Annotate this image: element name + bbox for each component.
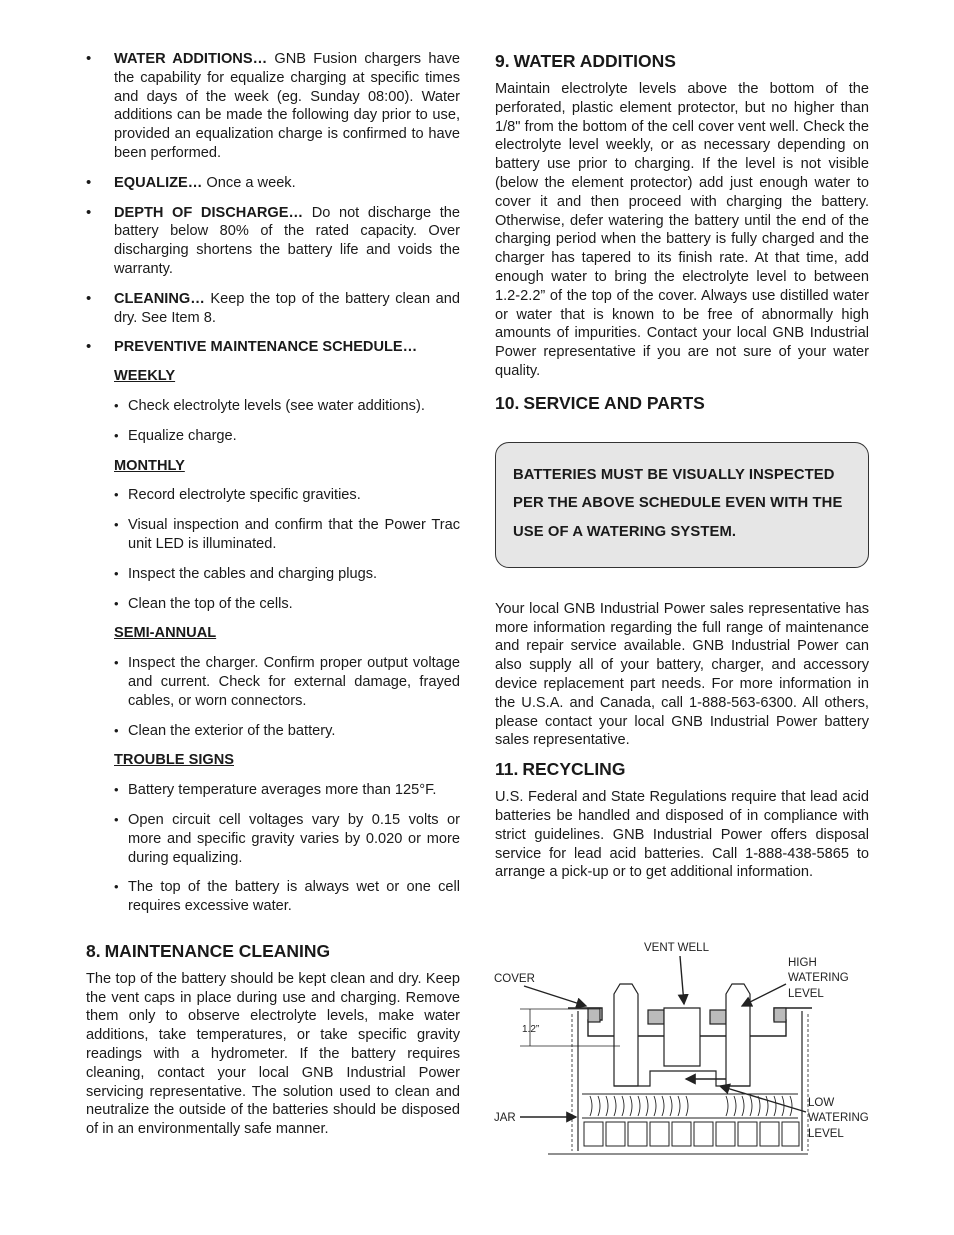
section-9-body: Maintain electrolyte levels above the bottom of the perforated, plastic element protector, but no higher than 1/8" from the bottom of the cell cover vent well. Check the electrolyte level weekly, or as necessary depending on battery use prior to charging. If the level is not visible (below the element protector) add just enough water to cover it and then proceed with charging the battery. Otherwise, defer watering the battery until the end of the charging period when the battery is fully charged and the charger has tapered to its finish rate. At that time, add enough water to bring the electrolyte level to between 1.2-2.2” of the top of the cover. Always use distilled water or water that is known to be free of abnormally high amounts of impurities. Contact your local GNB Industrial Power representative if you are not sure of your water quality. (495, 81, 869, 379)
list-item: • The top of the battery is always wet or one cell requires excessive water. (114, 878, 460, 916)
left-column (86, 50, 460, 1139)
list-item: • Inspect the cables and charging plugs. (114, 565, 460, 584)
list-item: • Clean the top of the cells. (114, 595, 460, 614)
list-item: • Check electrolyte levels (see water additions). (114, 397, 460, 416)
section-8-body: The top of the battery should be kept clean and dry. Keep the vent caps in place during use and charging. Remove them only to observe electrolyte levels, make water additions, take temperatures, or take specific gravity readings with a hydrometer. If the battery requires cleaning, contact your local GNB Industrial Power servicing representative. The solution used to clean and neutralize the outside of the batteries should be disposed of in an environmentally safe manner. (86, 970, 460, 1138)
section-8-heading: 8. MAINTENANCE CLEANING (86, 940, 331, 961)
battery-cell-diagram (490, 936, 890, 1161)
section-10-heading: 10. SERVICE AND PARTS (495, 392, 705, 413)
bullet-equalize: • EQUALIZE… Once a week. (86, 174, 460, 193)
list-item: • Inspect the charger. Confirm proper output voltage and current. Check for external damage, frayed cables, or worn connectors. (114, 654, 460, 710)
maintenance-bullets (86, 50, 460, 357)
label-low-1: LOW (808, 1097, 835, 1109)
label-high-3: LEVEL (788, 988, 824, 1000)
section-11-heading: 11. RECYCLING (495, 759, 626, 780)
section-9-heading: 9. WATER ADDITIONS (495, 51, 676, 71)
cell-drawing (520, 984, 812, 1154)
label-vent-well: VENT WELL (644, 942, 709, 954)
label-dimension: 1.2” (522, 1024, 540, 1035)
schedule-weekly-heading: WEEKLY (114, 368, 176, 385)
list-item: • Visual inspection and confirm that the Power Trac unit LED is illuminated. (114, 516, 460, 554)
schedule-weekly-list (114, 397, 460, 446)
label-low-3: LEVEL (808, 1128, 844, 1140)
right-column (495, 50, 869, 882)
list-item: • Record electrolyte specific gravities. (114, 486, 460, 505)
section-10-body: Your local GNB Industrial Power sales representative has more information regarding the full range of maintenance and repair service available. GNB Industrial Power can also supply all of your battery, charger, and accessory device replacement part needs. For more information in the U.S.A. and Canada, call 1-888-563-6300. All others, please contact your local GNB Industrial Power battery sales representative. (495, 600, 869, 749)
warning-line: USE OF A WATERING SYSTEM. (513, 523, 737, 540)
bullet-depth-of-discharge: • DEPTH OF DISCHARGE… Do not discharge the battery below 80% of the rated capacity. Over discharging shortens the battery life and voids the warranty. (86, 204, 460, 279)
label-high-1: HIGH (788, 957, 817, 969)
schedule-monthly-list (114, 486, 460, 613)
list-item: • Battery temperature averages more than 125°F. (114, 781, 460, 800)
bullet-water-additions: • WATER ADDITIONS… GNB Fusion chargers have the capability for equalize charging at specific times and days of the week (eg. Sunday 08:00). Water additions can be made the following day prior to use, provided an equalization charge is confirmed to have been performed. (86, 50, 460, 163)
list-item: • Clean the exterior of the battery. (114, 722, 460, 741)
bullet-cleaning: • CLEANING… Keep the top of the battery clean and dry. See Item 8. (86, 290, 460, 328)
label-low-2: WATERING (808, 1112, 869, 1124)
schedule-monthly-heading: MONTHLY (114, 457, 185, 474)
list-item: • Open circuit cell voltages vary by 0.15 volts or more and specific gravity varies by 0.020 or more during equalizing. (114, 811, 460, 867)
list-item: • Equalize charge. (114, 427, 460, 446)
label-high-2: WATERING (788, 972, 849, 984)
trouble-signs-list (114, 781, 460, 916)
warning-line: PER THE ABOVE SCHEDULE EVEN WITH THE (513, 495, 843, 512)
inspection-warning-box (495, 442, 869, 568)
bullet-preventive-schedule: • PREVENTIVE MAINTENANCE SCHEDULE… (86, 338, 460, 357)
label-cover: COVER (494, 973, 535, 985)
schedule-semi-annual-list (114, 654, 460, 740)
trouble-signs-heading: TROUBLE SIGNS (114, 752, 234, 769)
section-11-body: U.S. Federal and State Regulations require that lead acid batteries be handled and disposed of in compliance with strict guidelines. GNB Industrial Power offers disposal service for lead acid batteries. Call 1-888-438-5865 to arrange a pick-up or to get additional information. (495, 789, 869, 881)
schedule-semi-annual-heading: SEMI-ANNUAL (114, 625, 217, 642)
warning-line: BATTERIES MUST BE VISUALLY INSPECTED (513, 466, 835, 483)
label-jar: JAR (494, 1112, 516, 1124)
